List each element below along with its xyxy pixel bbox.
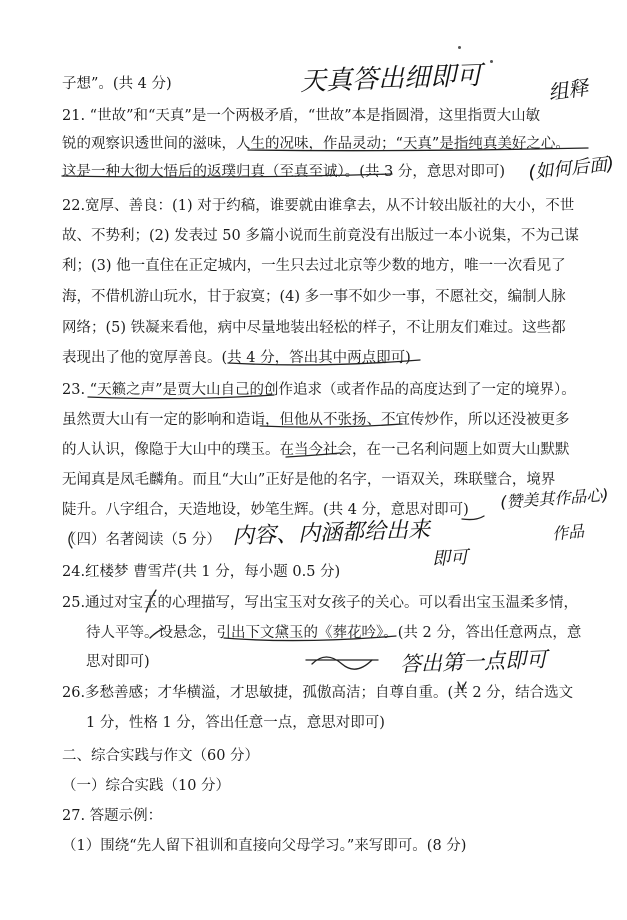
text-line-22: 1 分，性格 1 分，答出任意一点，意思对即可) bbox=[86, 715, 385, 731]
text-line-26: （1）围绕“先人留下祖训和直接向父母学习。”来写即可。(8 分) bbox=[62, 838, 467, 854]
text-line-25: 27. 答题示例： bbox=[62, 808, 163, 824]
text-line-8: 海，不借机游山玩水，甘于寂寞；(4) 多一事不如少一事，不愿社交，编制人脉 bbox=[62, 289, 566, 305]
handwritten-note-reading: 内容、内涵都给出来 bbox=[231, 517, 431, 550]
handwritten-note-top: 天真答出细即可 bbox=[299, 60, 483, 98]
text-line-4: 这是一种大彻大悟后的返璞归真（至真至诚）。(共 3 分，意思对即可) bbox=[62, 164, 506, 180]
text-line-18: 25.通过对宝玉的心理描写，写出宝玉对女孩子的关心。可以看出宝玉温柔多情， bbox=[62, 595, 579, 611]
section-heading-2: 二、综合实践与作文（60 分） bbox=[62, 748, 260, 764]
text-line-13: 的人认识，像隐于大山中的璞玉。在当今社会，在一己名利问题上如贾大山默默 bbox=[62, 442, 570, 458]
text-line-7: 利；(3) 他一直住在正定城内，一生只去过北京等少数的地方，唯一一次看见了 bbox=[62, 258, 566, 274]
text-line-15: 陡升。八字组合，天造地设，妙笔生辉。(共 4 分，意思对即可) bbox=[62, 502, 469, 518]
handwritten-note-25: 答出第一点即可 bbox=[399, 647, 548, 677]
handwritten-note-reading-b: 即可 bbox=[431, 547, 469, 570]
handwritten-note-21: (如何后面) bbox=[527, 153, 616, 184]
stray-dot-2 bbox=[490, 60, 493, 63]
text-line-12: 虽然贾大山有一定的影响和造诣，但他从不张扬、不宜传炒作，所以还没被更多 bbox=[62, 412, 570, 428]
text-line-21: 26.多愁善感；才华横溢，才思敏捷，孤傲高洁；自尊自重。(共 2 分，结合选文 bbox=[62, 685, 574, 701]
text-line-10: 表现出了他的宽厚善良。(共 4 分，答出其中两点即可) bbox=[62, 350, 411, 366]
text-line-14: 无闻真是凤毛麟角。而且“大山”正好是他的名字，一语双关，珠联璧合，境界 bbox=[62, 472, 556, 488]
text-line-3: 锐的观察识透世间的滋味，人生的况味，作品灵动；“天真”是指纯真美好之心。 bbox=[62, 136, 570, 152]
handwritten-note-23: (赞美其作品心) bbox=[499, 485, 610, 512]
text-line-19: 待人平等。设悬念，引出下文黛玉的《葬花吟》。(共 2 分，答出任意两点，意 bbox=[86, 625, 582, 641]
text-line-5: 22.宽厚、善良：(1) 对于约稿，谁要就由谁拿去，从不计较出版社的大小，不世 bbox=[62, 198, 575, 214]
text-line-9: 网络；(5) 铁凝来看他，病中尽量地装出轻松的样子，不让朋友们难过。这些都 bbox=[62, 320, 566, 336]
section-heading-4: （四）名著阅读（5 分） bbox=[62, 532, 221, 548]
text-line-6: 故、不势利；(2) 发表过 50 多篇小说而生前竟没有出版过一本小说集，不为己谋 bbox=[62, 228, 579, 244]
handwritten-note-top-right: 组释 bbox=[546, 75, 590, 105]
text-line-20: 思对即可) bbox=[86, 654, 150, 670]
text-line-1: 子想”。(共 4 分) bbox=[62, 76, 172, 92]
section-heading-practice: （一）综合实践（10 分） bbox=[62, 778, 231, 794]
text-line-17: 24.红楼梦 曹雪芹(共 1 分，每小题 0.5 分) bbox=[62, 564, 341, 580]
handwritten-note-23b: 作品 bbox=[551, 521, 586, 544]
text-line-2: 21. “世故”和“天真”是一个两极矛盾，“世故”本是指圆滑，这里指贾大山敏 bbox=[62, 108, 541, 124]
stray-dot bbox=[458, 46, 461, 49]
text-line-11: 23. “天籁之声”是贾大山自己的创作追求（或者作品的高度达到了一定的境界）。 bbox=[62, 382, 576, 398]
